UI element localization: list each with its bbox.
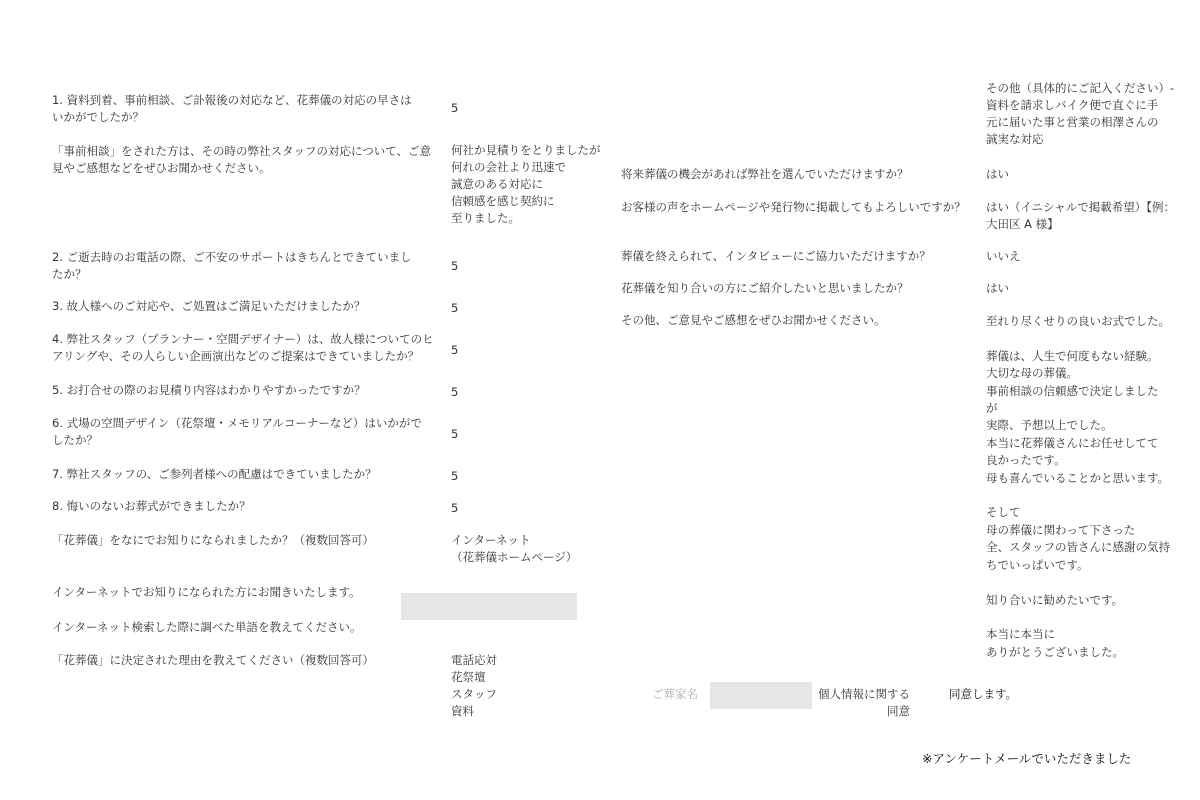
survey-note: ※アンケートメールでいただきました (922, 751, 1132, 766)
answer-future-choice: はい (986, 167, 1009, 181)
question-2: 2. ご逝去時のお電話の際、ご不安のサポートはきちんとできていまし たか？ (52, 250, 412, 281)
answer-5: 5 (451, 385, 459, 399)
question-1: 1. 資料到着、事前相談、ご訃報後の対応など、花葬儀の対応の早さは いかがでしたか？ (52, 93, 412, 124)
redacted-answer-box (401, 593, 577, 620)
question-consultation: 「事前相談」をされた方は、その時の弊社スタッフの対応について、ご意 見やご感想などをぜひお聞かせください。 (52, 144, 432, 175)
question-reason: 「花葬儀」に決定された理由を教えてください（複数回答可） (52, 653, 374, 667)
answer-2: 5 (451, 259, 459, 273)
answer-consultation: 何社か見積りをとりましたが 何れの会社より迅速で 誠意のある対応に 信頼感を感じ契約に 至りました。 (451, 143, 601, 225)
question-internet: インターネットでお知りになられた方にお聞きいたします。 (52, 585, 361, 599)
redacted-family-name (710, 682, 812, 709)
question-4: 4. 弊社スタッフ（プランナー・空間デザイナー）は、故人様についてのヒ アリングや、その人らしい企画演出などのご提案はできていましたか？ (52, 332, 434, 363)
question-search-words: インターネット検索した際に調べた単語を教えてください。 (52, 620, 362, 634)
answer-other-detail: その他（具体的にご記入ください）- 資料を請求しバイク便で直ぐに手 元に届いた事と営業の相澤さんの 誠実な対応 (986, 81, 1175, 146)
question-6: 6. 式場の空間デザイン（花祭壇・メモリアルコーナーなど）はいかがで したか？ (52, 416, 422, 447)
privacy-label: 個人情報に関する 同意 (818, 687, 910, 718)
answer-interview: いいえ (986, 249, 1021, 263)
family-name-label: ご葬家名 (652, 687, 698, 701)
answer-recommend: はい (986, 281, 1009, 295)
question-8: 8. 悔いのないお葬式ができましたか？ (52, 499, 251, 513)
question-7: 7. 弊社スタッフの、ご参列者様への配慮はできていましたか？ (52, 467, 377, 481)
answer-7: 5 (451, 469, 459, 483)
answer-how-known: インターネット （花葬儀ホームページ） (451, 533, 578, 564)
question-future-choice: 将来葬儀の機会があれば弊社を選んでいただけますか？ (621, 167, 909, 181)
answer-publish-voice: はい（イニシャルで掲載希望）【例： 大田区 A 様】 (986, 200, 1176, 231)
answer-comments: 至れり尽くせりの良いお式でした。 葬儀は、人生で何度もない経験。 大切な母の葬儀。 事前相談の信頼感で決定しました が 実際、予想以上でした。 本当に花葬儀さんにお任せしてて 良かったです。 母も喜んでいることかと思います。 そして 母の葬儀に関わって下さった 全、スタッフの皆さんに感謝の気持 ちでいっぱいです。 知り合いに勧めたいです。 本当に本当に ありがとうございました。 (986, 314, 1170, 659)
question-interview: 葬儀を終えられて、インタビューにご協力いただけますか？ (621, 249, 931, 263)
privacy-value: 同意します。 (949, 687, 1018, 701)
answer-4: 5 (451, 343, 459, 357)
answer-1: 5 (451, 101, 459, 115)
question-5: 5. お打合せの際のお見積り内容はわかりやすかったですか？ (52, 383, 366, 397)
answer-8: 5 (451, 501, 459, 515)
question-publish-voice: お客様の声をホームページや発行物に掲載してもよろしいですか？ (621, 200, 966, 214)
question-comments: その他、ご意見やご感想をぜひお聞かせください。 (621, 313, 886, 327)
question-how-known: 「花葬儀」をなにでお知りになられましたか？（複数回答可） (52, 533, 374, 547)
answer-6: 5 (451, 427, 459, 441)
question-3: 3. 故人様へのご対応や、ご処置はご満足いただけましたか？ (52, 299, 366, 313)
answer-reason: 電話応対 花祭壇 スタッフ 資料 (451, 653, 497, 718)
question-recommend: 花葬儀を知り合いの方にご紹介したいと思いましたか？ (621, 281, 909, 295)
answer-3: 5 (451, 301, 459, 315)
